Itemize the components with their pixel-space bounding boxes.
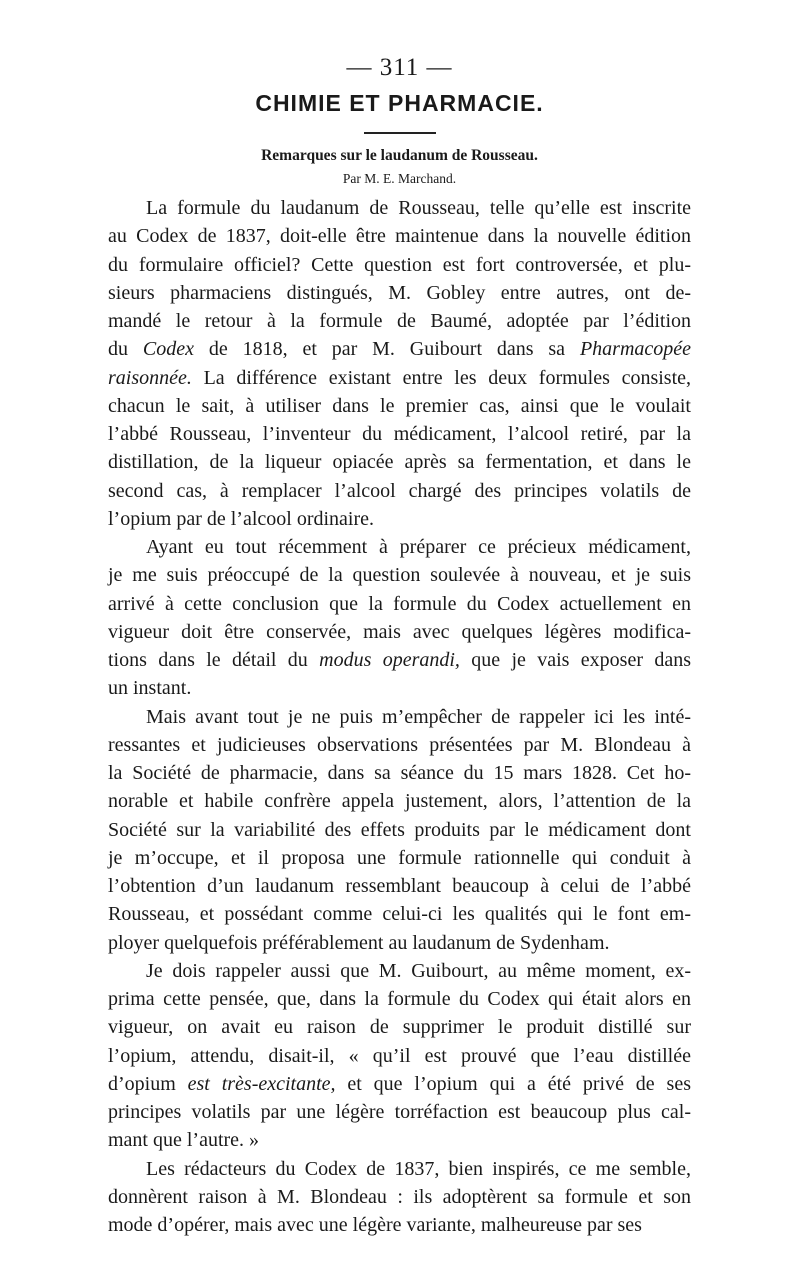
- text-line: [108, 307, 691, 335]
- text-segment: au Codex de 1837, doit-elle être maintenue dans la nouvelle édition: [108, 225, 691, 248]
- text-line: [108, 364, 691, 392]
- text-line: [108, 222, 691, 250]
- text-segment: mandé le retour à la formule de Baumé, adoptée par l’édition: [108, 310, 691, 332]
- text-segment: mant que l’autre. »: [108, 1129, 260, 1152]
- text-segment: chacun le sait, à utiliser dans le premier cas, ainsi que le voulait: [108, 394, 691, 417]
- text-line: [108, 731, 691, 759]
- section-title: CHIMIE ET PHARMACIE.: [255, 90, 544, 116]
- text-segment: Ayant eu tout récemment à préparer ce précieux médicament,: [146, 536, 691, 558]
- text-segment: l’abbé Rousseau, l’inventeur du médicament, l’alcool retiré, par la: [108, 423, 691, 445]
- text-line: [108, 1098, 691, 1126]
- text-segment: la Société de pharmacie, dans sa séance du 15 mars 1828. Cet ho-: [108, 762, 691, 784]
- text-segment: vigueur, on avait eu raison de supprimer le produit distillé sur: [108, 1016, 691, 1039]
- article-title: Remarques sur le laudanum de Rousseau.: [261, 147, 538, 164]
- text-segment: vigueur doit être conservée, mais avec quelques légères modifica-: [108, 620, 691, 643]
- italic-segment: Pharmacopée: [579, 338, 692, 361]
- text-line: [108, 787, 691, 815]
- text-line: [108, 1126, 691, 1154]
- text-segment: distillation, de la liqueur opiacée après sa fermentation, et dans le: [108, 451, 691, 474]
- text-line: [108, 759, 691, 787]
- text-line: [108, 957, 691, 985]
- text-segment: du: [108, 338, 143, 361]
- title-rule: [364, 132, 436, 134]
- text-line: [108, 533, 691, 561]
- text-line: [108, 1183, 691, 1211]
- text-segment: arrivé à cette conclusion que la formule du Codex actuellement en: [108, 592, 691, 615]
- text-line: [108, 392, 691, 420]
- text-segment: l’opium, attendu, disait-il, « qu’il est prouvé que l’eau distillée: [108, 1044, 691, 1067]
- text-segment: prima cette pensée, que, dans la formule du Codex qui était alors en: [108, 988, 691, 1010]
- text-segment: Société sur la variabilité des effets produits par le médicament dont: [108, 818, 691, 841]
- text-segment: Je dois rappeler aussi que M. Guibourt, au même moment, ex-: [146, 959, 691, 982]
- text-segment: je m’occupe, et il proposa une formule rationnelle qui conduit à: [108, 846, 691, 869]
- text-line: [108, 448, 691, 476]
- text-segment: La formule du laudanum de Rousseau, telle qu’elle est inscrite: [146, 197, 691, 219]
- paragraph: [108, 533, 691, 703]
- text-line: [108, 872, 691, 900]
- italic-segment: est très-excitante,: [187, 1072, 336, 1095]
- text-line: [108, 1042, 691, 1070]
- text-line: [108, 703, 691, 731]
- paragraph: [108, 703, 691, 957]
- text-line: [108, 1013, 691, 1041]
- text-segment: mode d’opérer, mais avec une légère variante, malheureuse par ses: [108, 1214, 642, 1236]
- text-segment: l’obtention d’un laudanum ressemblant beaucoup à celui de l’abbé: [108, 875, 691, 897]
- text-segment: Les rédacteurs du Codex de 1837, bien inspirés, ce me semble,: [146, 1157, 691, 1180]
- text-line: [108, 816, 691, 844]
- text-block: [108, 52, 691, 1239]
- italic-segment: modus operandi,: [319, 649, 460, 671]
- text-segment: sieurs pharmaciens distingués, M. Gobley entre autres, ont de-: [108, 281, 691, 304]
- text-line: [108, 279, 691, 307]
- page-number: — 311 —: [346, 54, 453, 81]
- text-segment: principes volatils par une légère torréfaction est beaucoup plus cal-: [108, 1101, 691, 1123]
- text-line: [108, 1070, 691, 1098]
- text-line: [108, 477, 691, 505]
- text-segment: que je vais exposer dans: [459, 649, 692, 671]
- article-body: [108, 194, 691, 1239]
- text-segment: donnèrent raison à M. Blondeau : ils adoptèrent sa formule et son: [108, 1185, 691, 1208]
- text-segment: un instant.: [108, 677, 192, 700]
- text-line: [108, 618, 691, 646]
- text-segment: d’opium: [108, 1072, 188, 1095]
- italic-segment: Codex: [142, 338, 194, 361]
- text-segment: de 1818, et par M. Guibourt dans sa: [193, 338, 580, 361]
- text-segment: ployer quelquefois préférablement au laudanum de Sydenham.: [108, 931, 610, 954]
- text-segment: du formulaire officiel? Cette question est fort controversée, et plu-: [108, 253, 691, 276]
- text-segment: l’opium par de l’alcool ordinaire.: [108, 507, 375, 530]
- text-line: [108, 590, 691, 618]
- text-segment: La différence existant entre les deux formules consiste,: [191, 366, 691, 389]
- paragraph: [108, 1155, 691, 1240]
- text-line: [108, 505, 691, 533]
- text-line: [108, 1211, 691, 1239]
- paragraph: [108, 194, 691, 533]
- text-segment: je me suis préoccupé de la question soulevée à nouveau, et je suis: [108, 564, 691, 587]
- text-line: [108, 335, 691, 363]
- paragraph: [108, 957, 691, 1155]
- text-line: [108, 929, 691, 957]
- text-segment: second cas, à remplacer l’alcool chargé des principes volatils de: [108, 479, 691, 502]
- italic-segment: raisonnée.: [108, 366, 192, 389]
- text-line: [108, 985, 691, 1013]
- text-line: [108, 844, 691, 872]
- text-line: [108, 561, 691, 589]
- article-byline: Par M. E. Marchand.: [342, 171, 457, 186]
- text-segment: Rousseau, et possédant comme celui-ci les qualités qui le font em-: [108, 903, 691, 926]
- text-line: [108, 646, 691, 674]
- text-segment: et que l’opium qui a été privé de ses: [335, 1072, 691, 1095]
- text-segment: ressantes et judicieuses observations présentées par M. Blondeau à: [108, 733, 691, 756]
- text-line: [108, 251, 691, 279]
- text-line: [108, 900, 691, 928]
- text-line: [108, 194, 691, 222]
- text-line: [108, 1155, 691, 1183]
- text-line: [108, 674, 691, 702]
- text-line: [108, 420, 691, 448]
- text-segment: tions dans le détail du: [108, 649, 320, 671]
- text-segment: norable et habile confrère appela justement, alors, l’attention de la: [108, 790, 691, 813]
- text-segment: Mais avant tout je ne puis m’empêcher de rappeler ici les inté-: [146, 705, 691, 728]
